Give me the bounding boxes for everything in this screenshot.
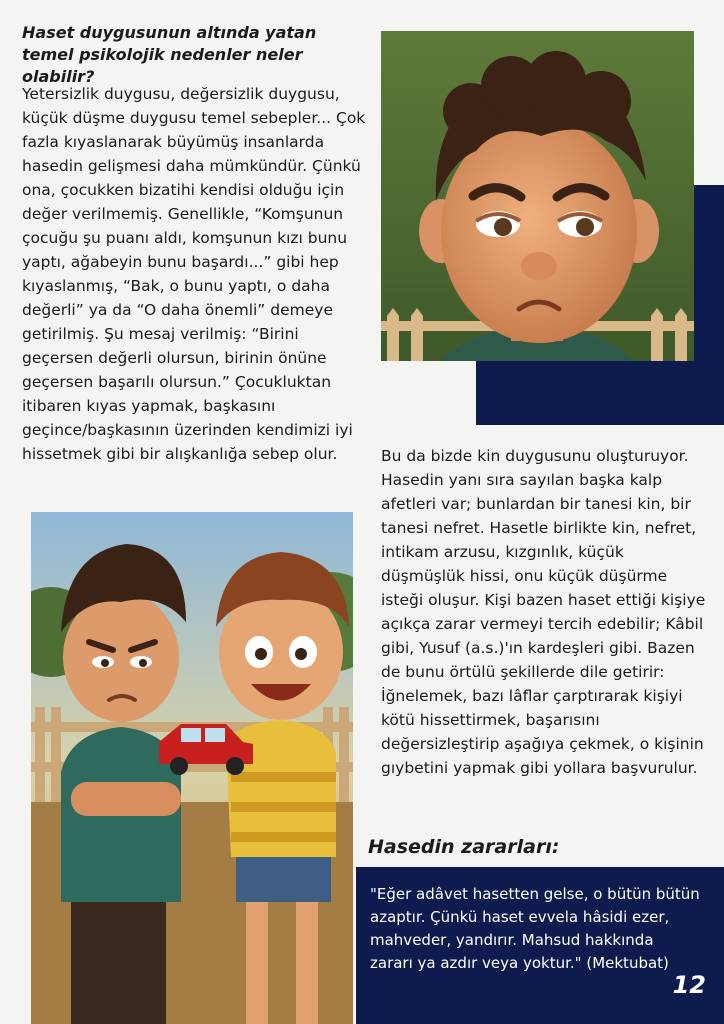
question-heading: Haset duygusunun altında yatan temel psikolojik nedenler neler olabilir? [22, 23, 317, 86]
sad-boy-illustration [381, 31, 694, 361]
quote-text: "Eğer adâvet hasetten gelse, o bütün bütün azaptır. Çünkü haset evvela hâsidi ezer, mahveder, yandırır. Mahsud hakkında zararı ya azdır veya yoktur." (Mektubat) [370, 885, 700, 972]
body-paragraph-2: Bu da bizde kin duygusunu oluşturuyor. Hasedin yanı sıra sayılan başka kalp afetleri var; bunlardan bir tanesi kin, bir tanesi nefret. Hasetle birlikte kin, nefret, intikam arzusu, kızgınlık, küçük düşmüşlük hissi, onu küçük düşürme isteği oluşur. Kişi bazen haset ettiği kişiye açıkça zarar vermeyi tercih edebilir; Kâbil gibi, Yusuf (a.s.)'ın kardeşleri gibi. Bazen de bunu örtülü şekillerde dile getirir: İğnelemek, bazı lâflar çarptırarak kişiyi kötü hissettirmek, başarısını değersizleştirip aşağıya çekmek, o kişinin gıybetini yapmak gibi yollara başvurulur. [381, 447, 706, 777]
page-number: 12 [672, 971, 706, 999]
quote-box [356, 867, 724, 1024]
section-heading-harms: Hasedin zararları: [368, 836, 560, 858]
body-paragraph-1: Yetersizlik duygusu, değersizlik duygusu, küçük düşme duygusu temel sebepler... Çok fazla kıyaslanarak büyümüş insanlarda hasedin gelişmesi daha mümkündür. Çünkü ona, çocukken bizatihi kendisi olduğu için değer verilmemiş. Genellikle, “Komşunun çocuğu şu puanı aldı, komşunun kızı bunu yaptı, ağabeyin bunu başardı...” gibi hep kıyaslanmış, “Bak, o bunu yaptı, o daha değerli” ya da “O daha önemli” demeye getirilmiş. Şu mesaj verilmiş: “Birini geçersen değerli olursun, birinin önüne geçersen başarılı olursun.” Çocukluktan itibaren kıyas yapmak, başkasını geçince/başkasının üzerinden kendimizi iyi hissetmek gibi bir alışkanlığa sebep olur. [22, 85, 366, 463]
two-boys-toy-car-illustration [31, 512, 353, 1024]
